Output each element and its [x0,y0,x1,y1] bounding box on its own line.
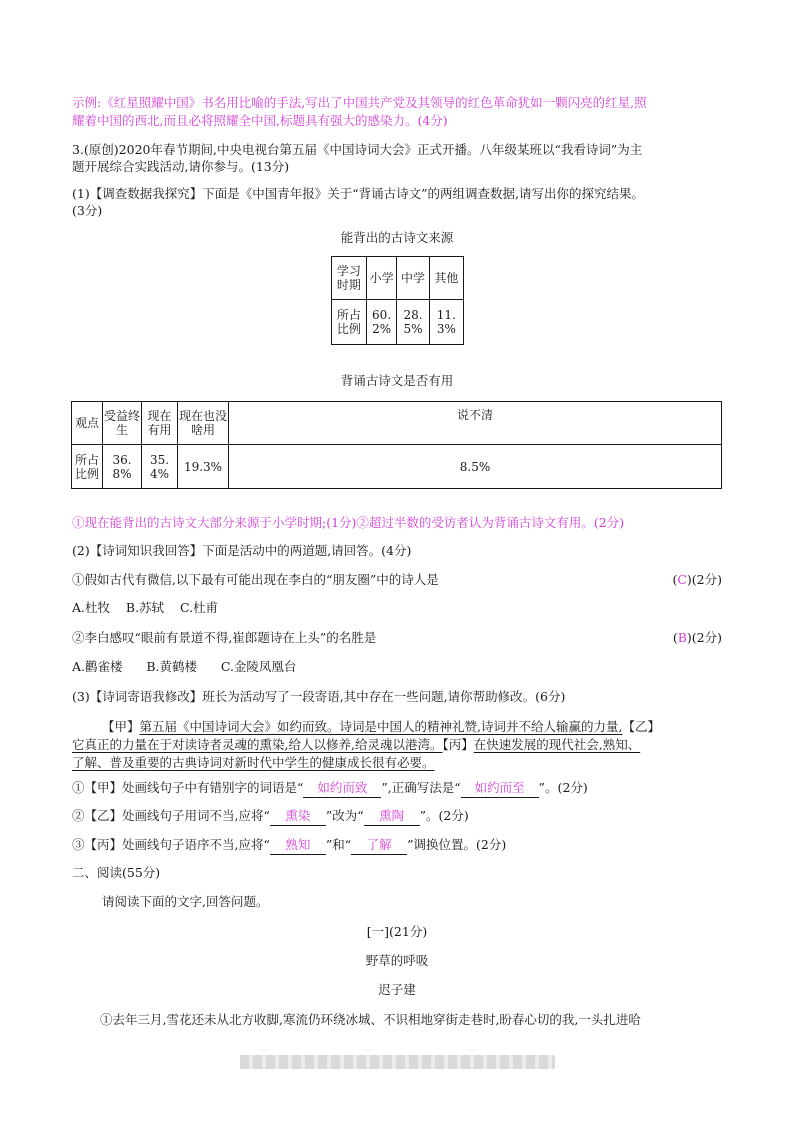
answer-blank: 如约而至 [461,779,539,798]
reading-part-label: [一](21分) [366,924,428,939]
part-2-options-2: A.鹳雀楼 B.黄鹤楼 C.金陵凤凰台 [72,659,297,674]
passage-line-3 [72,752,722,774]
answer-blank: 如约而致 [303,779,381,798]
answer-blank: 了解 [351,836,407,855]
fix-text: ”改为“ [325,808,364,823]
question-text: ②李白感叹“眼前有景道不得,崔郎题诗在上头”的名胜是 [72,630,377,645]
fix-text: ”和“ [325,837,352,852]
part-3-intro: (3)【诗词寄语我修改】班长为活动写了一段寄语,其中存在一些问题,请你帮助修改。(6分) [72,689,566,704]
table-2-cell: 19.3% [178,445,229,489]
table-2-cell: 36.8% [103,445,142,489]
fix-2 [72,805,722,827]
fix-text: ①【甲】处画线句子中有错别字的词语是“ [72,780,304,795]
part-1-line-2: (3分) [72,203,103,218]
fix-1 [72,777,722,799]
fix-text: ”,正确写法是“ [381,780,461,795]
answer-blank: 熏染 [270,807,326,826]
table-1-cell: 小学 [366,257,396,300]
section-2-instruction: 请阅读下面的文字,回答问题。 [102,894,269,909]
table-2-cell: 现在有用 [142,402,178,445]
table-2-caption: 背诵古诗文是否有用 [340,373,454,388]
answer-blank: 熟知 [270,836,326,855]
label-bing: 【丙】 [442,737,474,752]
fix-3 [72,834,722,856]
paren-close-score: )(2分) [686,630,722,645]
section-2-title: 二、阅读(55分) [72,865,161,880]
table-1-cell: 60.2% [366,300,396,345]
answer-blank: 熏陶 [364,807,420,826]
answer-choice: C [677,572,687,587]
answer-1: ①现在能背出的古诗文大部分来源于小学时期;(1分)②超过半数的受访者认为背诵古诗文有用。(2分) [72,515,625,530]
article-author: 迟子建 [378,982,416,997]
blurred-footer [240,1055,555,1069]
fix-text: ③【丙】处画线句子语序不当,应将“ [72,837,270,852]
part-1-line-1: (1)【调查数据我探究】下面是《中国青年报》关于“背诵古诗文”的两组调查数据,请写出你的探究结果。 [72,186,644,201]
table-1-cell: 28.5% [397,300,429,345]
paren-open: ( [672,630,678,645]
paren-close-score: )(2分) [686,572,722,587]
table-2 [71,401,722,489]
table-1-cell: 学习时期 [332,257,367,300]
paren-open: ( [672,572,678,587]
table-2-cell: 现在也没啥用 [178,402,229,445]
passage-yi: 它真正的力量在于对读诗者灵魂的熏染,给人以修养,给灵魂以港湾。 [72,737,443,752]
part-2-options-1: A.杜牧 B.苏轼 C.杜甫 [72,600,219,615]
table-2-cell: 受益终生 [103,402,142,445]
table-2-cell: 8.5% [229,445,722,489]
question-3-line-1: 3.(原创)2020年春节期间,中央电视台第五届《中国诗词大会》正式开播。八年级某班以“我看诗词”为主 [72,142,643,157]
table-1-caption: 能背出的古诗文来源 [340,230,454,245]
passage-bing-2: 了解、普及重要的古典诗词对新时代中学生的健康成长很有必要。 [72,755,435,770]
answer-paren [673,627,722,649]
part-2-question-2 [72,627,722,649]
question-text: ①假如古代有微信,以下最有可能出现在李白的“朋友圈”中的诗人是 [72,572,439,587]
fix-text: ”调换位置。(2分) [407,837,507,852]
fix-text: ②【乙】处画线句子用词不当,应将“ [72,808,270,823]
table-1-cell: 中学 [397,257,429,300]
table-1-cell: 11.3% [429,300,463,345]
passage-jia: 第五届《中国诗词大会》如约而致。诗词是中国人的精神礼赞,诗词并不给人输赢的力量, [139,719,623,734]
label-jia: 【甲】 [102,719,140,734]
article-title: 野草的呼吸 [365,953,429,968]
table-1-cell: 所占比例 [332,300,367,345]
part-2-intro: (2)【诗词知识我回答】下面是活动中的两道题,请回答。(4分) [72,543,412,558]
example-line-2: 耀着中国的西北,而且必将照耀全中国,标题具有强大的感染力。(4分) [72,113,448,128]
answer-choice: B [677,630,687,645]
table-1 [331,256,464,345]
answer-paren [672,569,722,591]
fix-text: ”。(2分) [419,808,469,823]
label-yi: 【乙】 [622,719,660,734]
passage-bing-1: 在快速发展的现代社会,熟知、 [473,737,641,752]
table-1-cell: 其他 [429,257,463,300]
table-2-cell: 35.4% [142,445,178,489]
fix-text: ”。(2分) [538,780,588,795]
example-line-1: 示例:《红星照耀中国》书名用比喻的手法,写出了中国共产党及其领导的红色革命犹如一颗闪亮的红星,照 [72,95,647,110]
part-2-question-1 [72,569,722,591]
table-2-cell: 说不清 [229,402,722,445]
article-first-line: ①去年三月,雪花还未从北方收脚,寒流仍环绕冰城、不识相地穿街走巷时,盼春心切的我,一头扎进哈 [100,1012,641,1027]
question-3-line-2: 题开展综合实践活动,请你参与。(13分) [72,159,290,174]
table-2-cell: 所占比例 [72,445,103,489]
table-2-cell: 观点 [72,402,103,445]
